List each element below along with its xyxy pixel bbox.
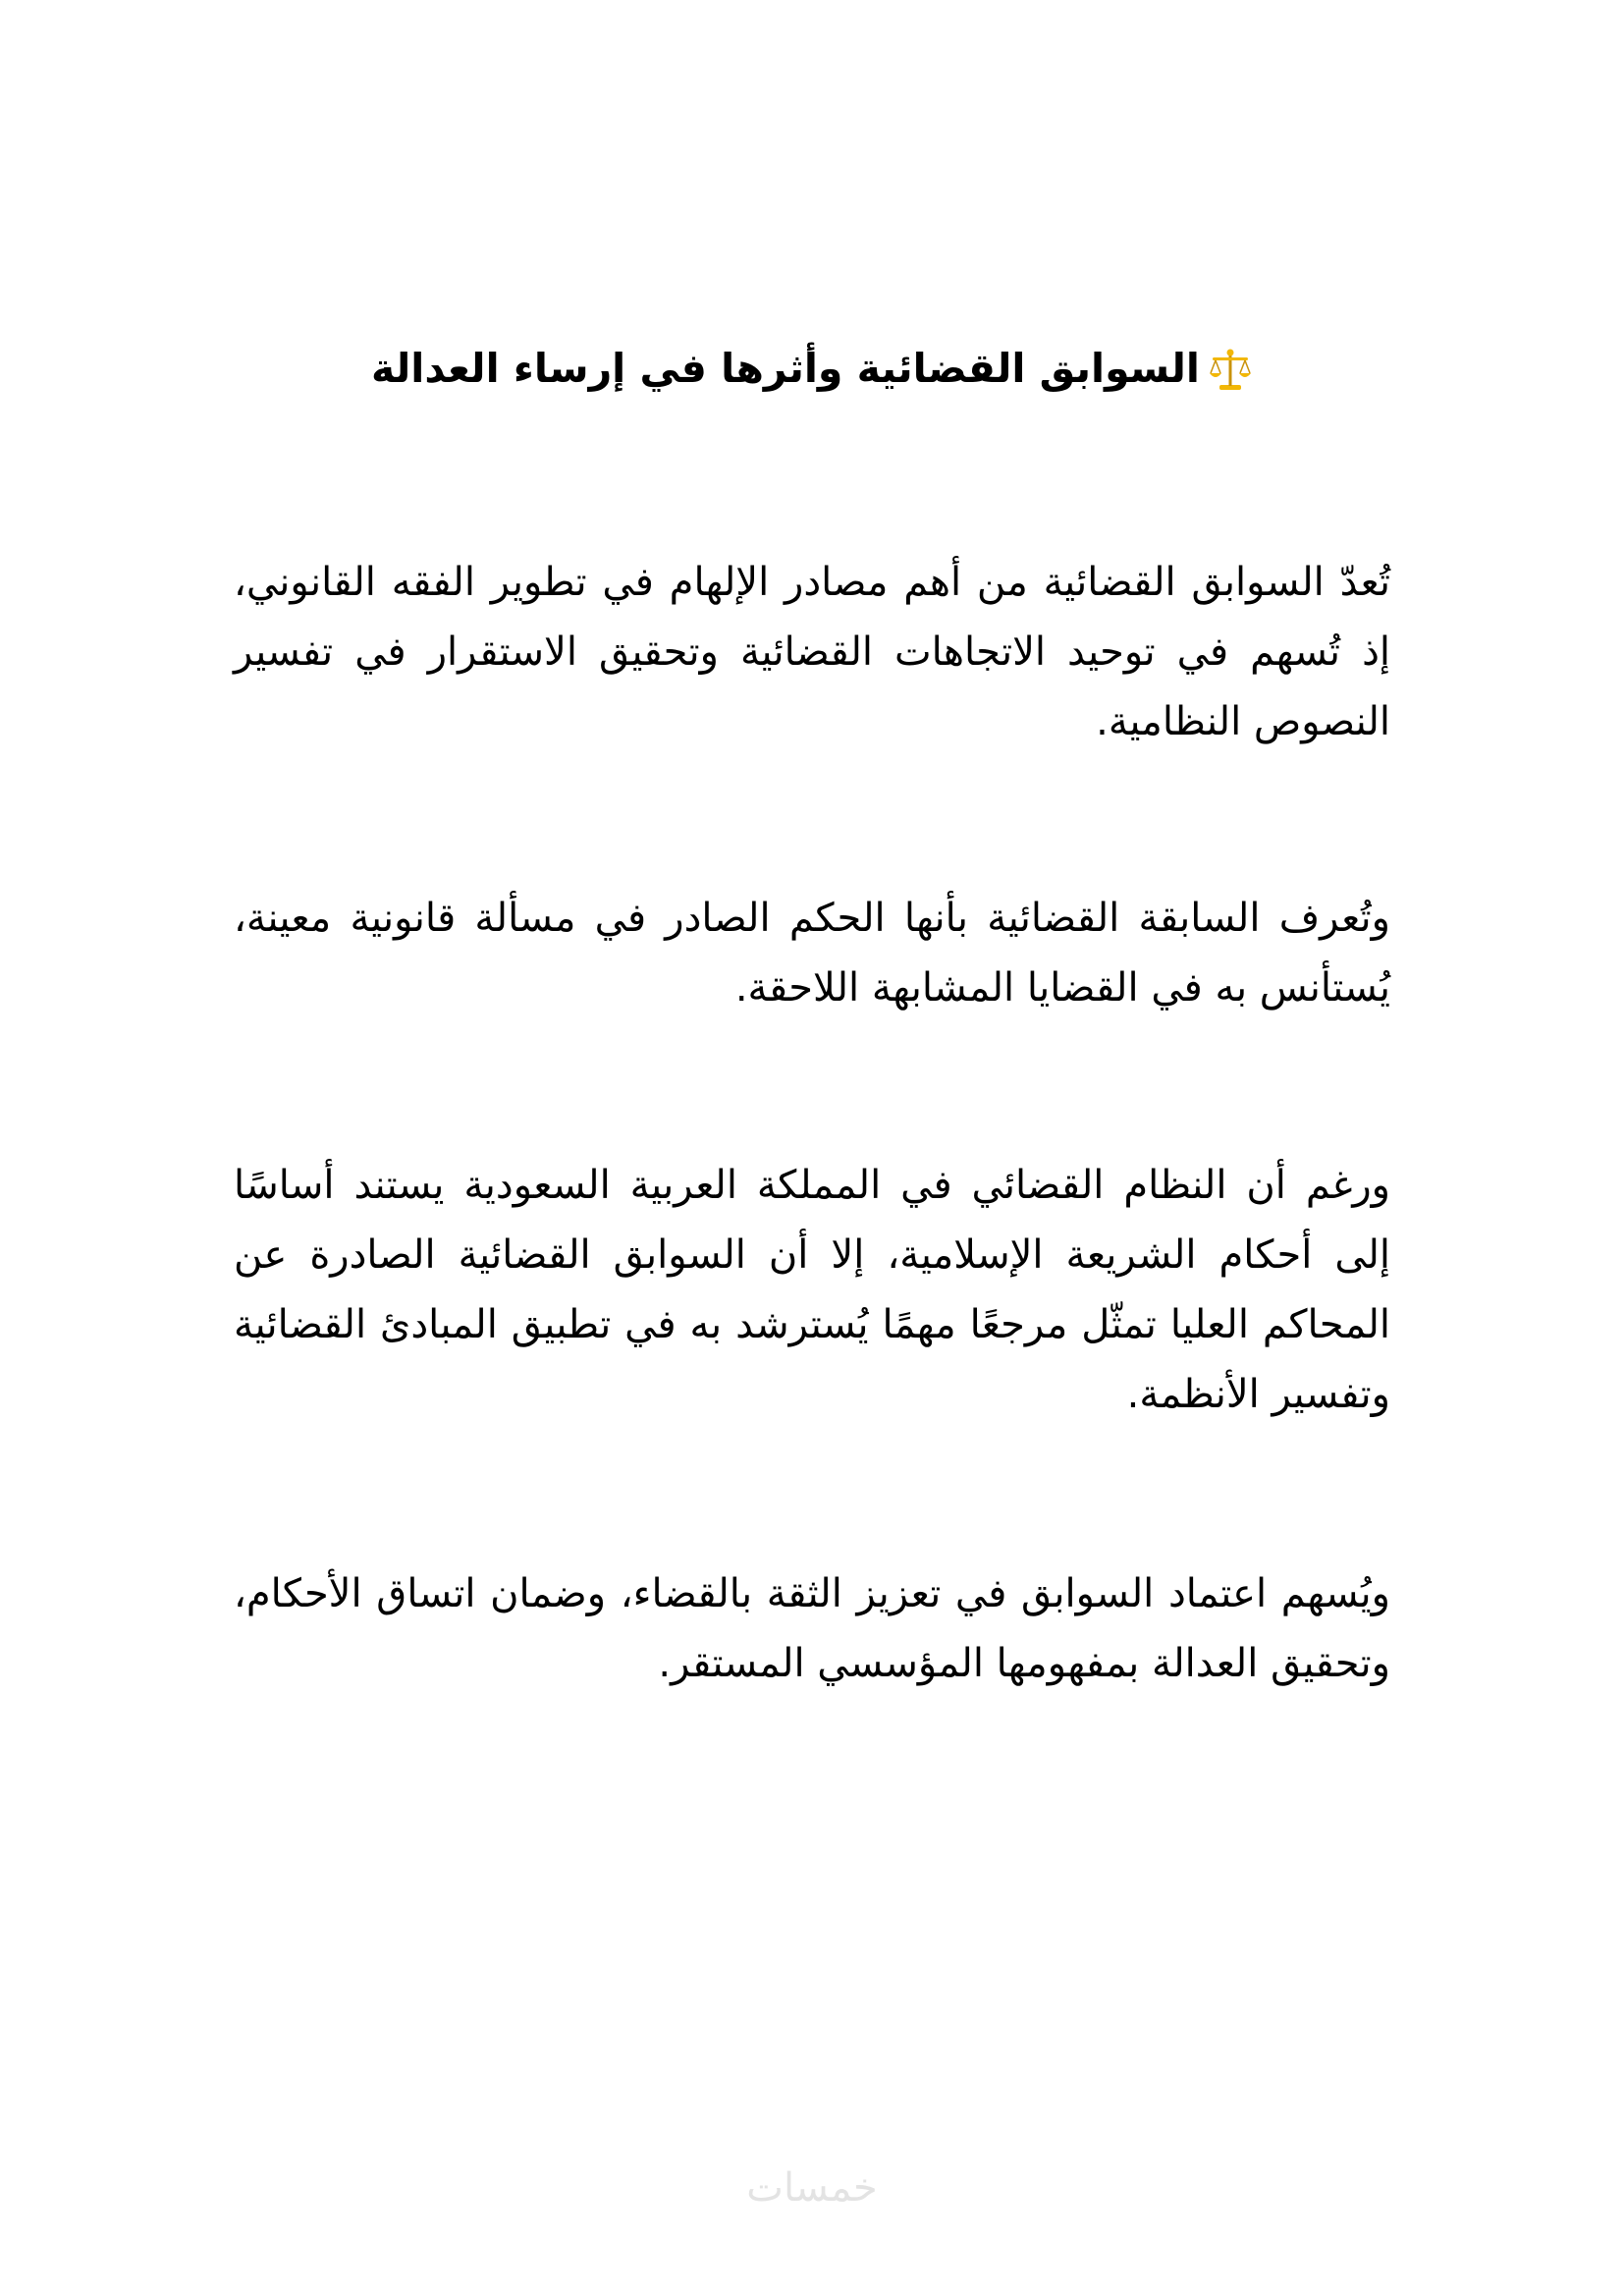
paragraph-4: ويُسهم اعتماد السوابق في تعزيز الثقة بالقضاء، وضمان اتساق الأحكام، وتحقيق العدالة بمفهومها المؤسسي المستقر. (234, 1571, 1390, 1686)
title-row (0, 330, 1624, 409)
paragraph-3: ورغم أن النظام القضائي في المملكة العربية السعودية يستند أساسًا إلى أحكام الشريعة الإسلامية، إلا أن السوابق القضائية الصادرة عن المحاكم العليا تمثّل مرجعًا مهمًا يُسترشد به في تطبيق المبادئ القضائية وتفسير الأنظمة. (234, 1163, 1390, 1417)
balance-scale-icon (1208, 347, 1253, 392)
paragraph-1: تُعدّ السوابق القضائية من أهم مصادر الإلهام في تطوير الفقه القانوني، إذ تُسهم في توحيد الاتجاهات القضائية وتحقيق الاستقرار في تفسير النصوص النظامية. (234, 560, 1390, 744)
watermark: خمسات (746, 2165, 878, 2211)
page-title: السوابق القضائية وأثرها في إرساء العدالة (371, 345, 1200, 393)
paragraph-2: وتُعرف السابقة القضائية بأنها الحكم الصادر في مسألة قانونية معينة، يُستأنس به في القضايا المشابهة اللاحقة. (234, 896, 1390, 1011)
